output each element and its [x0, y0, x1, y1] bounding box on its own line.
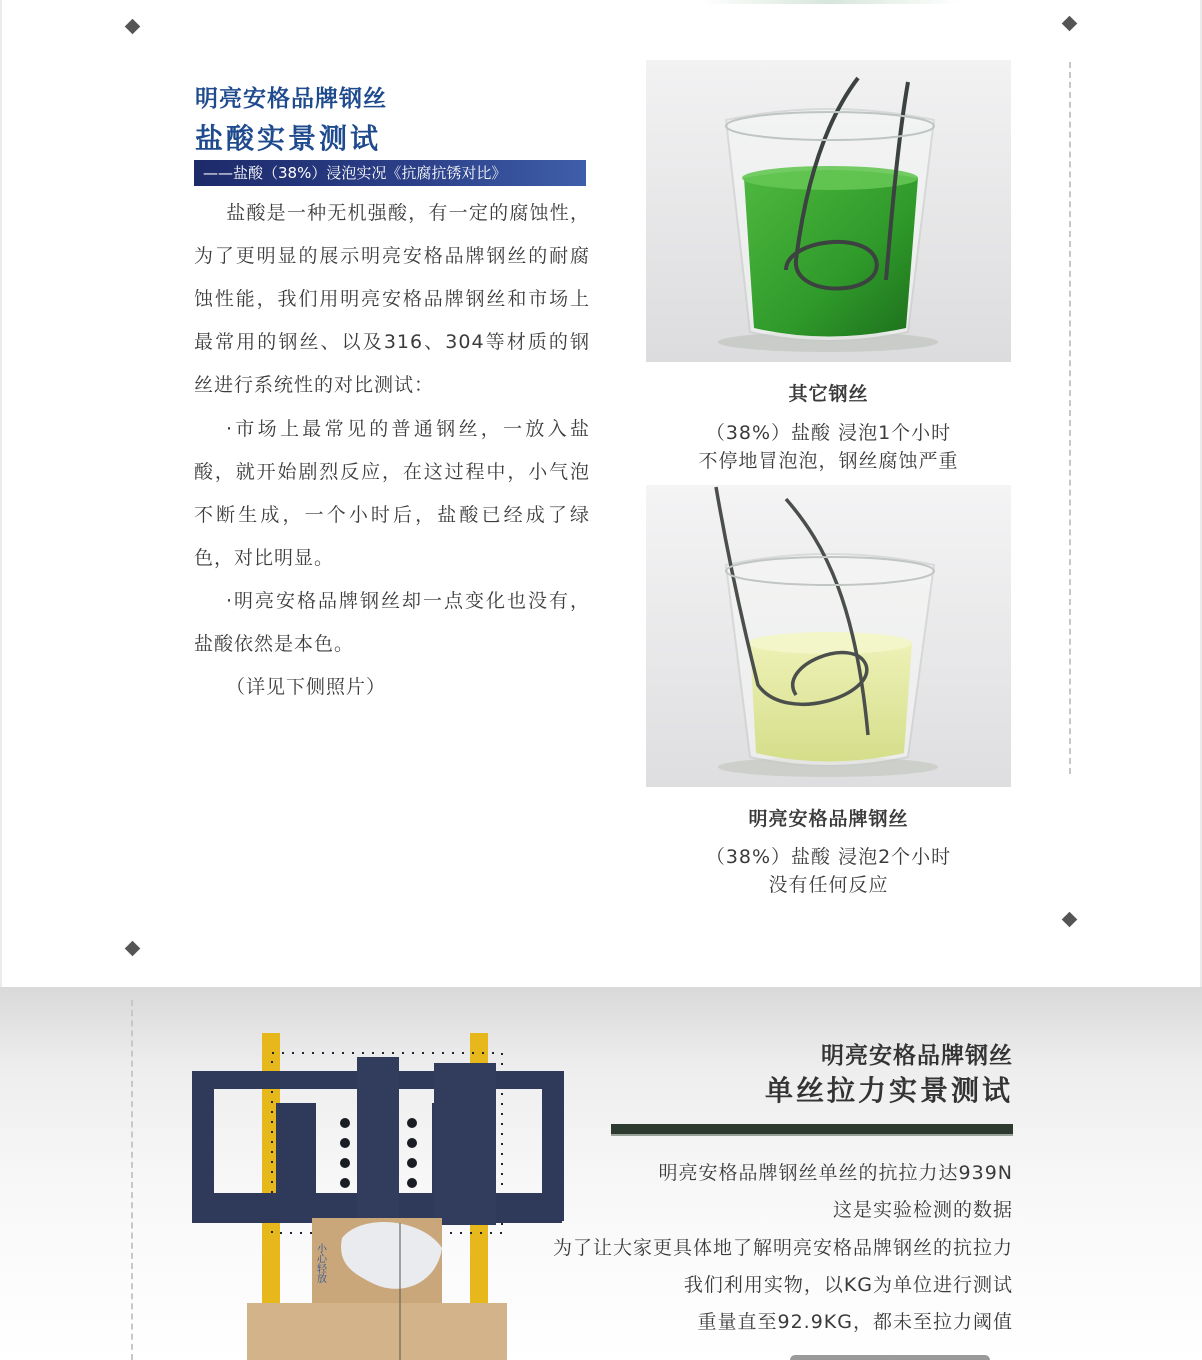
- photo-brand-wire: [646, 485, 1011, 787]
- dashed-divider: [1069, 62, 1071, 774]
- caption-other-wire-title: 其它钢丝: [788, 383, 869, 405]
- tensile-line-1: 明亮安格品牌钢丝单丝的抗拉力达939N: [658, 1162, 1013, 1184]
- section-test-title: 盐酸实景测试: [195, 122, 382, 155]
- dashed-divider: [131, 1000, 133, 1360]
- caption-other-wire-line1: （38%）盐酸 浸泡1个小时: [705, 422, 952, 444]
- section-subtitle-bar: ——盐酸（38%）浸泡实况《抗腐抗锈对比》: [194, 160, 586, 186]
- tensile-line-5: 重量直至92.9KG，都未至拉力阈值: [697, 1311, 1013, 1333]
- tensile-title-bar-shadow: [611, 1134, 1013, 1136]
- brand-wire-paragraph: [194, 580, 590, 666]
- intro-text: 盐酸是一种无机强酸，有一定的腐蚀性，为了更明显的展示明亮安格品牌钢丝的耐腐蚀性能，我们用明亮安格品牌钢丝和市场上最常用的钢丝、以及316、304等材质的钢丝进行系统性的对比测试：: [194, 202, 590, 396]
- tensile-line-2: 这是实验检测的数据: [832, 1199, 1013, 1221]
- diamond-marker: [125, 941, 141, 957]
- next-image-edge: [790, 1355, 990, 1360]
- caption-brand-wire-line2: 没有任何反应: [768, 874, 889, 896]
- photo-other-wire: [646, 60, 1011, 362]
- diamond-marker: [1062, 912, 1078, 928]
- tensile-section-background: [0, 987, 1202, 1360]
- diamond-marker: [125, 19, 141, 35]
- section-brand-title: 明亮安格品牌钢丝: [195, 86, 387, 112]
- tensile-title-bar: [611, 1124, 1013, 1134]
- box-handle-label: 小心轻放: [314, 1243, 326, 1283]
- tensile-line-3: 为了让大家更具体地了解明亮安格品牌钢丝的抗拉力: [552, 1237, 1013, 1259]
- caption-brand-wire-line1: （38%）盐酸 浸泡2个小时: [705, 846, 952, 868]
- intro-paragraph: [194, 192, 590, 407]
- see-photos-note: [194, 666, 590, 709]
- other-wire-text: ·市场上最常见的普通钢丝，一放入盐酸，就开始剧烈反应，在这过程中，小气泡不断生成，一个小时后，盐酸已经成了绿色，对比明显。: [194, 418, 590, 569]
- tensile-brand-title: 明亮安格品牌钢丝: [821, 1043, 1013, 1069]
- brand-wire-text: ·明亮安格品牌钢丝却一点变化也没有，盐酸依然是本色。: [194, 590, 590, 655]
- top-fade-strip: [700, 0, 960, 4]
- tensile-test-photo: [192, 1033, 574, 1360]
- tensile-line-4: 我们利用实物，以KG为单位进行测试: [683, 1274, 1013, 1296]
- caption-brand-wire-title: 明亮安格品牌钢丝: [748, 808, 909, 830]
- other-wire-paragraph: [194, 408, 590, 580]
- tensile-test-title: 单丝拉力实景测试: [764, 1074, 1013, 1107]
- caption-other-wire-line2: 不停地冒泡泡，钢丝腐蚀严重: [698, 450, 959, 472]
- diamond-marker: [1062, 16, 1078, 32]
- see-photos-text: （详见下侧照片）: [226, 676, 387, 698]
